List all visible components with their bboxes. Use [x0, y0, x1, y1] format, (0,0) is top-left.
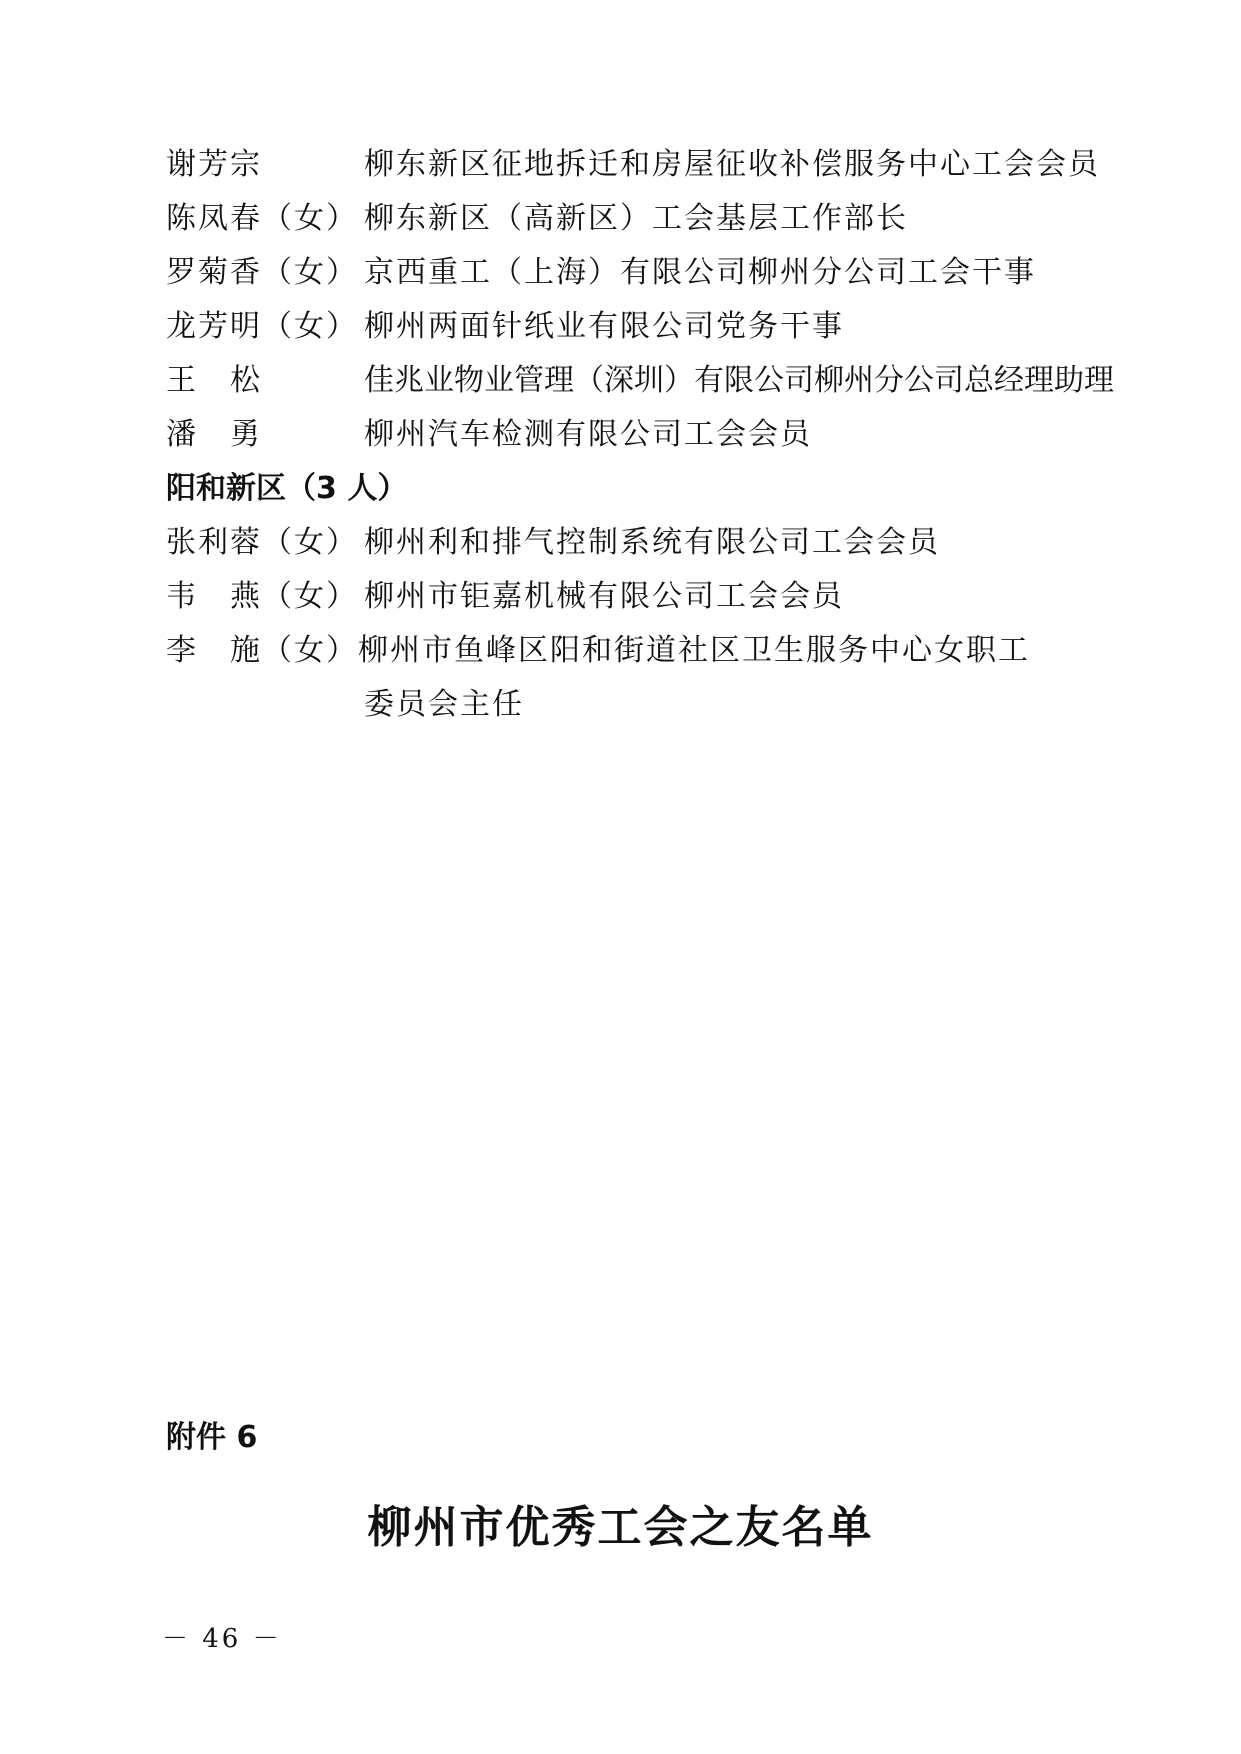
list-item	[166, 298, 1086, 356]
person-name: 龙芳明（女）	[166, 309, 358, 344]
person-name: 陈凤春（女）	[166, 201, 358, 236]
person-organization: 柳州汽车检测有限公司工会会员	[364, 417, 812, 452]
person-organization: 柳州市鱼峰区阳和街道社区卫生服务中心女职工	[358, 633, 1030, 668]
list-item	[166, 406, 1086, 464]
attachment-label: 附件 6	[166, 1420, 258, 1455]
list-item	[166, 352, 1114, 410]
person-name: 罗菊香（女）	[166, 255, 358, 290]
person-organization: 佳兆业物业管理（深圳）有限公司柳州分公司总经理助理	[364, 363, 1114, 398]
person-organization: 柳州两面针纸业有限公司党务干事	[364, 309, 844, 344]
list-item	[166, 514, 1086, 572]
list-item	[166, 136, 1100, 194]
list-item	[166, 190, 1086, 248]
person-name: 韦 燕（女）	[166, 579, 358, 614]
organization-continuation: 委员会主任	[364, 687, 524, 722]
person-name: 张利蓉（女）	[166, 525, 358, 560]
section-header: 阳和新区（3 人）	[166, 471, 408, 506]
person-name: 潘 勇	[166, 417, 262, 452]
document-title: 柳州市优秀工会之友名单	[367, 1502, 874, 1553]
list-item	[166, 244, 1086, 302]
list-item	[166, 568, 1086, 626]
person-organization: 柳东新区（高新区）工会基层工作部长	[364, 201, 908, 236]
list-item	[166, 622, 1086, 680]
person-name: 谢芳宗	[166, 147, 262, 182]
person-organization: 柳州市钜嘉机械有限公司工会会员	[364, 579, 844, 614]
page-number: － 46 －	[162, 1624, 282, 1654]
person-organization: 柳州利和排气控制系统有限公司工会会员	[364, 525, 940, 560]
person-name: 李 施（女）	[166, 633, 358, 668]
person-name: 王 松	[166, 363, 262, 398]
person-organization: 柳东新区征地拆迁和房屋征收补偿服务中心工会会员	[364, 147, 1100, 182]
person-organization: 京西重工（上海）有限公司柳州分公司工会干事	[364, 255, 1036, 290]
